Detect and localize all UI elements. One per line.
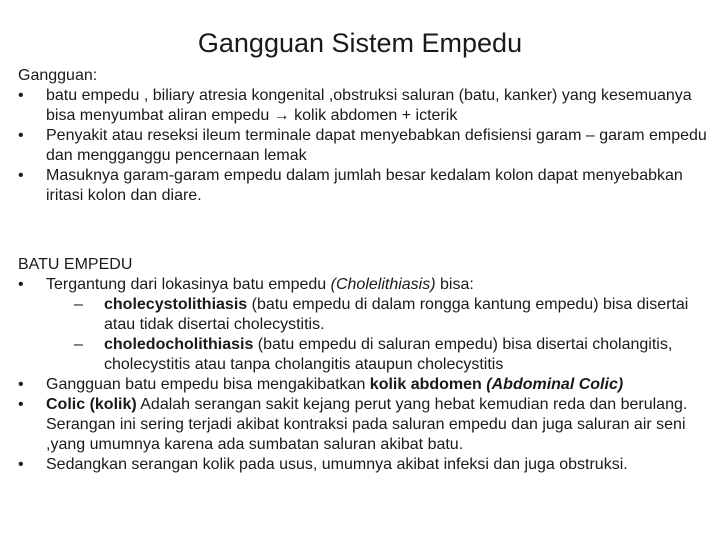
section-batu-empedu [18,255,708,475]
text-span: Adalah serangan sakit kejang perut yang hebat kemudian reda dan berulang. Serangan ini sering terjadi akibat kontraksi pada saluran empedu dan juga saluran air seni ,yang umumnya karena ada sumbatan saluran akibat batu. [46,396,688,453]
bullet-list-gangguan [18,86,708,206]
bullet-item: • batu empedu , biliary atresia kongenital ,obstruksi saluran (batu, kanker) yang kesemuanya bisa menyumbat aliran empedu → kolik abdomen + icterik [18,86,708,126]
text-span: bisa: [435,276,474,293]
term-kolik-abdomen: kolik abdomen [369,376,482,393]
bullet-item-kolik-usus: • Sedangkan serangan kolik pada usus, umumnya akibat infeksi dan juga obstruksi. [18,455,708,475]
text-span: (batu empedu di dalam rongga kantung empedu) bisa disertai atau tidak disertai cholecystitis. [104,296,689,333]
section-gangguan [18,66,708,206]
sub-item [46,335,708,375]
bullet-item-colic [18,395,708,455]
bullet-item-kolik-abdomen [18,375,708,395]
bullet-item: • Penyakit atau reseksi ileum terminale dapat menyebabkan defisiensi garam – garam empedu dan mengganggu pencernaan lemak [18,126,708,166]
text-span: Gangguan batu empedu bisa mengakibatkan [46,376,370,393]
section-heading-batu-empedu: BATU EMPEDU [18,256,133,273]
text-span: Tergantung dari lokasinya batu empedu [46,276,331,293]
term-abdominal-colic [486,376,623,393]
text-span: (batu empedu di saluran empedu) bisa disertai cholangitis, cholecystitis atau tanpa cholangitis ataupun cholecystitis [104,336,673,373]
term-abdominal-colic-italic: (Abdominal Colic) [486,376,624,393]
term-choledocholithiasis: choledocholithiasis [104,336,254,353]
term-colic: Colic (kolik) [46,396,137,413]
section-heading-gangguan: Gangguan: [18,67,98,84]
term-cholelithiasis: (Cholelithiasis) [330,276,436,293]
term-cholecystolithiasis: cholecystolithiasis [104,296,248,313]
bullet-item-lokasi [18,275,708,375]
slide-title: Gangguan Sistem Empedu [197,28,523,58]
bullet-item: • Masuknya garam-garam empedu dalam jumlah besar kedalam kolon dapat menyebabkan iritasi kolon dan diare. [18,166,708,206]
bullet-list-batu-empedu [18,275,708,475]
sub-list [46,295,708,375]
sub-item [46,295,708,335]
